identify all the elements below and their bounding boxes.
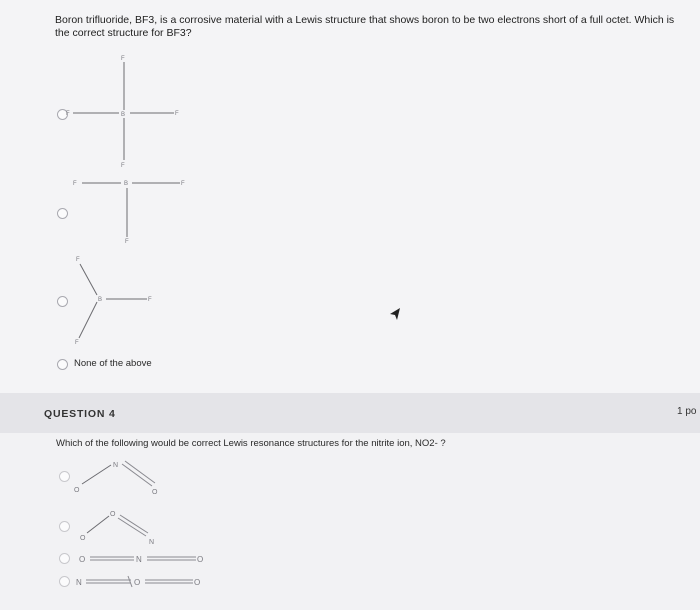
q4-opt1-atom-left: O: [74, 487, 80, 494]
q4-option-2-radio[interactable]: [59, 521, 70, 532]
q3-opt1-atom-top: F: [121, 56, 125, 62]
q3-opt2-atom-left: F: [73, 181, 77, 187]
q4-opt4-atom-left: N: [76, 578, 82, 587]
q4-option-3-radio[interactable]: [59, 553, 70, 564]
question-3-text: Boron trifluoride, BF3, is a corrosive material with a Lewis structure that shows boron to be two electrons short of a full octet. Which is the correct structure for BF3?: [55, 14, 675, 39]
q3-opt1-atom-bottom: F: [121, 163, 125, 169]
q3-option-2-structure: [73, 181, 185, 245]
q4-opt4-atom-center: O: [134, 578, 141, 587]
q3-opt2-atom-center: B: [124, 181, 129, 187]
q3-option-1-structure: [66, 56, 179, 169]
q3-opt1-atom-center: B: [121, 112, 126, 118]
q4-opt2-atom-right: N: [149, 539, 155, 546]
q4-opt3-atom-left: O: [79, 555, 86, 564]
q3-opt3-atom-center: B: [98, 297, 103, 303]
q4-opt4-atom-right: O: [194, 578, 201, 587]
q3-opt3-atom-right: F: [148, 297, 152, 303]
q4-opt1-atom-center: N: [113, 462, 119, 469]
q4-option-4-radio[interactable]: [59, 576, 70, 587]
q4-option-1-radio[interactable]: [59, 471, 70, 482]
q4-opt1-atom-right: O: [152, 489, 158, 496]
mouse-pointer-icon: [389, 307, 401, 321]
q4-opt3-atom-right: O: [197, 555, 204, 564]
q3-opt2-atom-right: F: [181, 181, 185, 187]
q3-option-3-structure: [75, 257, 152, 346]
q4-option-4-structure: [76, 576, 200, 587]
q3-opt3-atom-bottom: F: [75, 340, 79, 346]
question-4-points: 1 po: [677, 406, 697, 417]
q4-option-3-structure: [79, 555, 203, 564]
q4-opt2-atom-left: O: [80, 535, 86, 542]
q3-opt3-atom-top: F: [76, 257, 80, 263]
q3-option-4-label: None of the above: [74, 358, 152, 369]
q4-opt3-atom-center: N: [136, 555, 142, 564]
q4-option-1-structure: [74, 461, 158, 496]
q4-option-2-structure: [80, 511, 154, 546]
q3-opt1-atom-left: F: [66, 111, 70, 117]
q4-opt2-atom-center: O: [110, 511, 116, 518]
q3-opt1-atom-right: F: [175, 111, 179, 117]
q3-opt2-atom-bottom: F: [125, 239, 129, 245]
question-4-text: Which of the following would be correct Lewis resonance structures for the nitrite ion, NO2- ?: [56, 438, 446, 449]
question-4-heading: QUESTION 4: [44, 408, 116, 420]
